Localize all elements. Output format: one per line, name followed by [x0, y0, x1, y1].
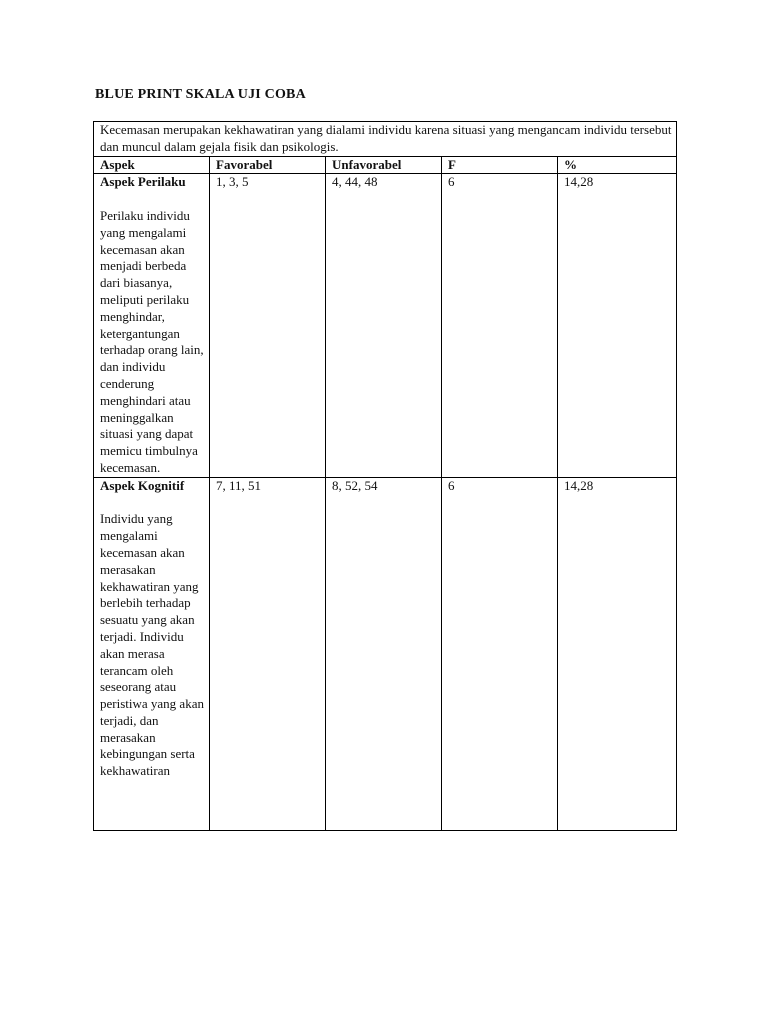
f-cell: 6: [442, 174, 558, 477]
blueprint-table: [93, 121, 677, 831]
document-title: BLUE PRINT SKALA UJI COBA: [95, 87, 306, 102]
aspect-name: Aspek Kognitif: [100, 477, 185, 493]
percent-cell: 14,28: [558, 174, 677, 477]
percent-cell: 14,28: [558, 477, 677, 830]
aspect-cell: [94, 477, 210, 830]
header-row: [94, 156, 677, 174]
favorabel-cell: 1, 3, 5: [210, 174, 326, 477]
table-row: [94, 477, 677, 830]
favorabel-cell: 7, 11, 51: [210, 477, 326, 830]
aspect-cell: [94, 174, 210, 477]
header-percent: %: [558, 156, 677, 174]
header-favorabel: Favorabel: [210, 156, 326, 174]
intro-text: Kecemasan merupakan kekhawatiran yang dialami individu karena situasi yang mengancam individu tersebut dan muncul dalam gejala fisik dan psikologis.: [94, 122, 677, 157]
aspect-name: Aspek Perilaku: [100, 174, 186, 190]
f-cell: 6: [442, 477, 558, 830]
aspect-description: Perilaku individu yang mengalami kecemasan akan menjadi berbeda dari biasanya, meliputi perilaku menghindar, ketergantungan terhadap orang lain, dan individu cenderung menghindari atau meninggalkan situasi yang dapat memicu timbulnya kecemasan.: [100, 207, 204, 475]
intro-row: [94, 122, 677, 157]
unfavorabel-cell: 4, 44, 48: [326, 174, 442, 477]
header-aspek: Aspek: [94, 156, 210, 174]
table-row: [94, 174, 677, 477]
unfavorabel-cell: 8, 52, 54: [326, 477, 442, 830]
header-f: F: [442, 156, 558, 174]
header-unfavorabel: Unfavorabel: [326, 156, 442, 174]
aspect-description: Individu yang mengalami kecemasan akan merasakan kekhawatiran yang berlebih terhadap sesuatu yang akan terjadi. Individu akan merasa terancam oleh seseorang atau peristiwa yang akan terjadi, dan merasakan kebingungan serta kekhawatiran: [100, 511, 204, 779]
